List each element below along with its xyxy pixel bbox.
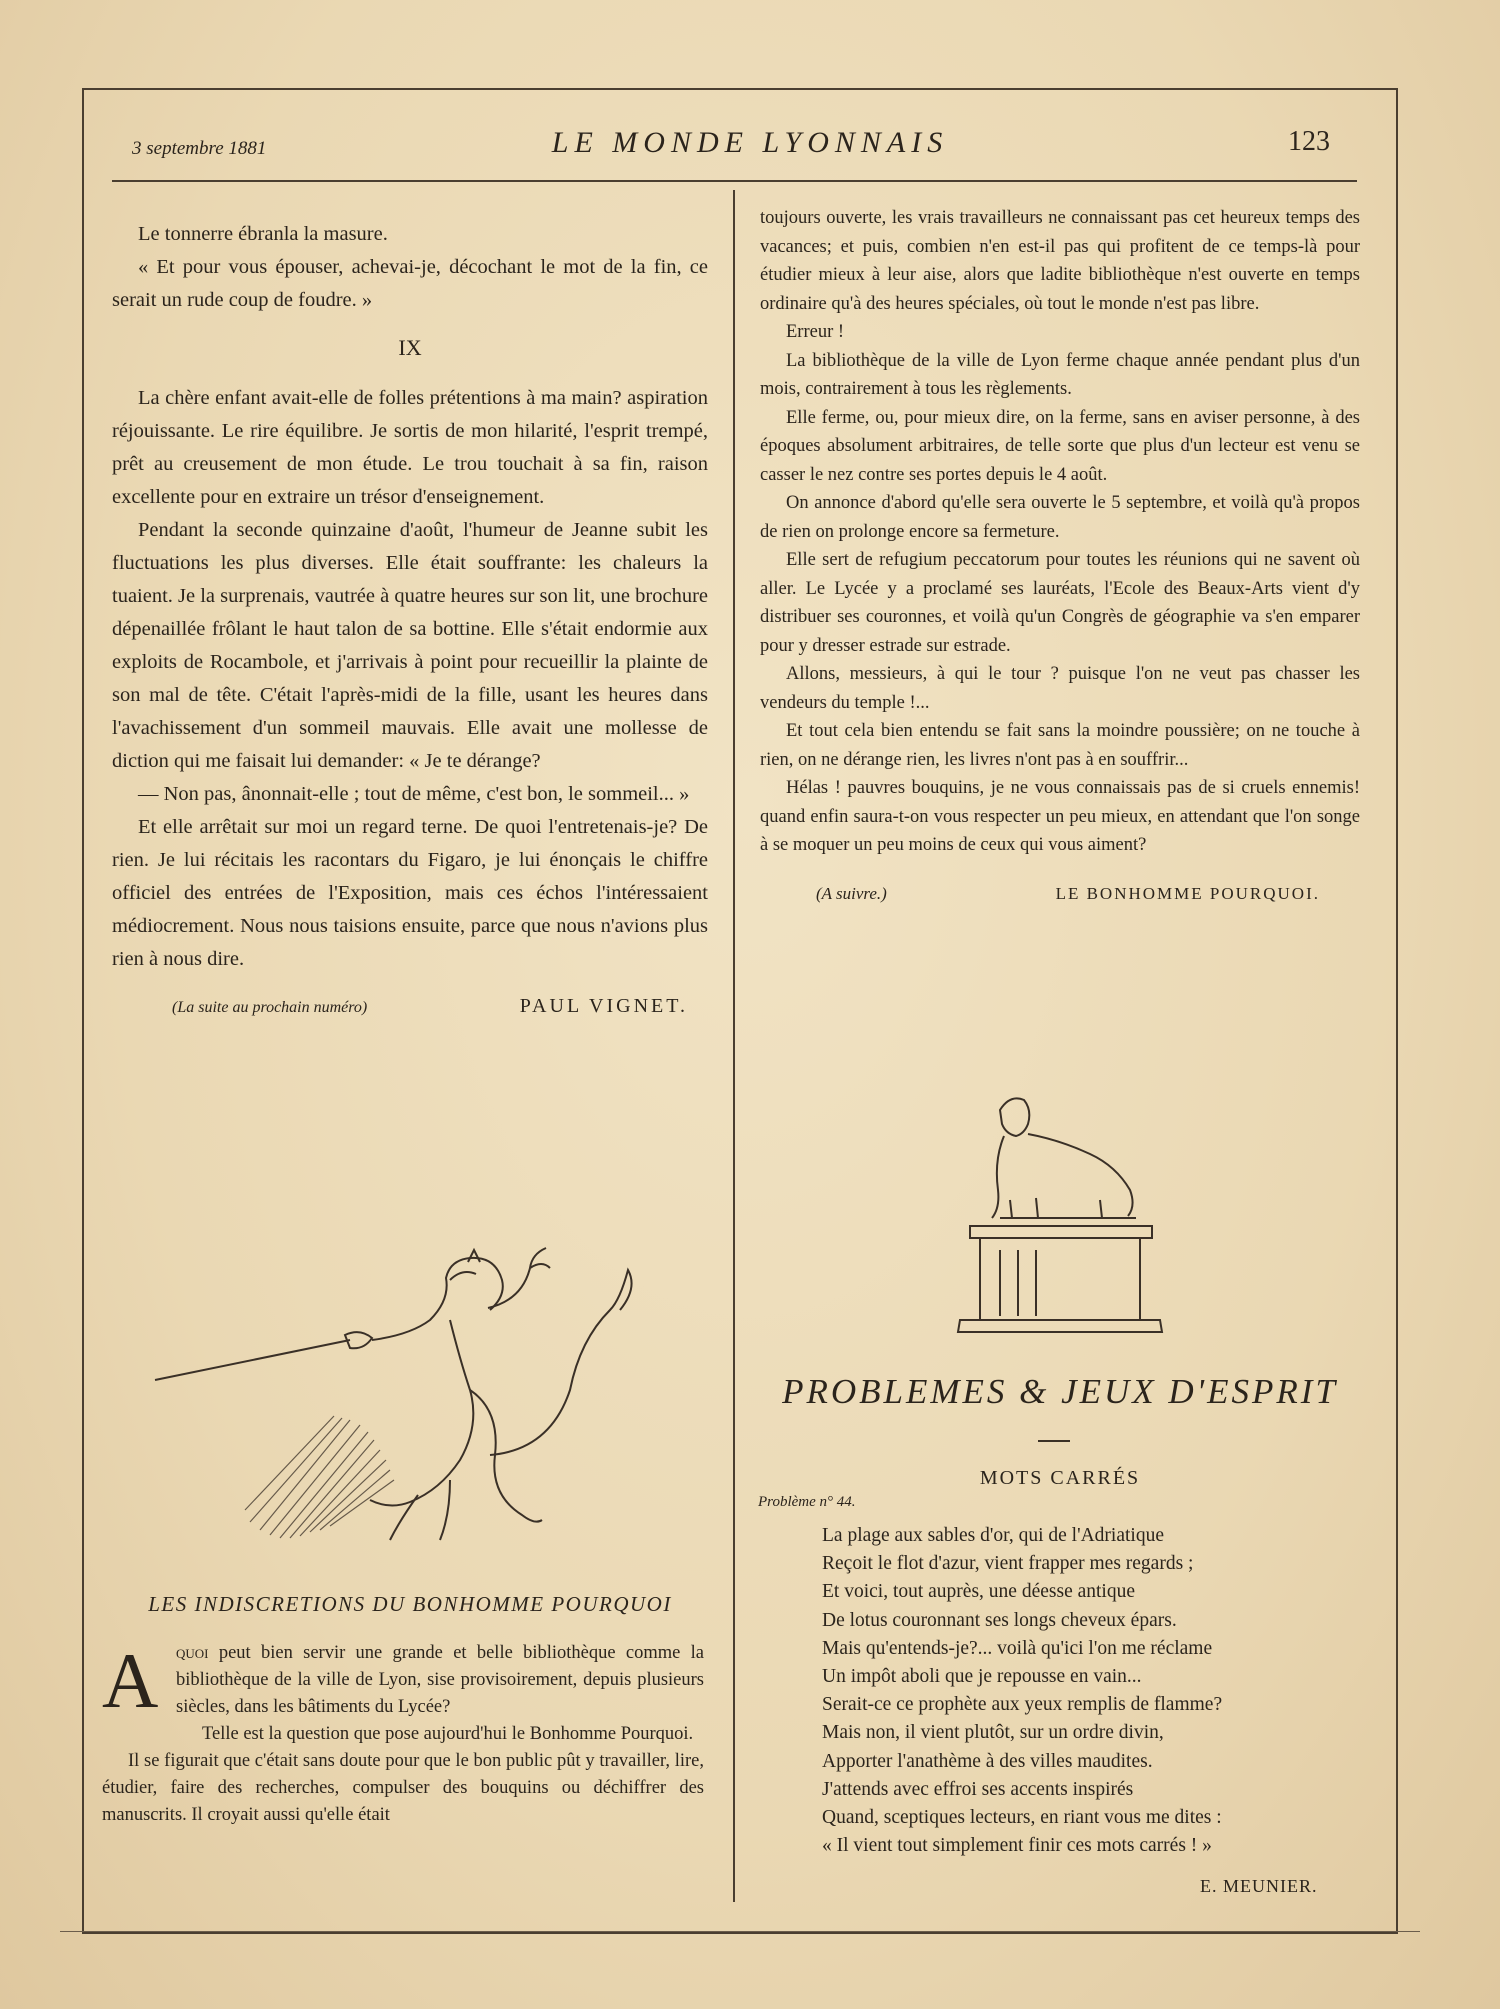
puzzle-poem [822,1522,1342,1860]
poem-line: De lotus couronnant ses longs cheveux épars. [822,1609,1177,1631]
poem-line: Mais qu'entends-je?... voilà qu'ici l'on me réclame [822,1637,1213,1659]
article-paragraph: Elle sert de refugium peccatorum pour toutes les réunions qui ne savent où aller. Le Lycée y a proclamé ses lauréats, l'Ecole des Beaux-Arts vient d'y distribuer ses couronnes, et voilà qu'un Congrès de géographie va s'en emparer pour y dresser estrade sur estrade. [760,550,1360,656]
section-number: IX [398,335,422,360]
dropcap [102,1637,166,1724]
poem-line: Et voici, tout auprès, une déesse antique [822,1581,1135,1603]
story-paragraph: La chère enfant avait-elle de folles prétentions à ma main? aspiration réjouissante. Le rire équilibre. Je sortis de mon hilarité, l'esprit trempé, prêt au creusement de mon étude. Le trou touchait à sa fin, raison excellente pour en extraire un trésor d'enseignement. [112,387,708,508]
problem-number: Problème n° 44. [758,1494,856,1510]
poem-line: « Il vient tout simplement finir ces mots carrés ! » [822,1835,1212,1857]
title-dash [1038,1440,1070,1442]
article-author: LE BONHOMME POURQUOI. [1055,883,1320,903]
right-column-article [760,204,1360,908]
poem-line: Quand, sceptiques lecteurs, en riant vous me dites : [822,1807,1222,1829]
column-rule [733,190,735,1902]
poem-line: J'attends avec effroi ses accents inspirés [822,1778,1134,1800]
story-paragraph: Et elle arrêtait sur moi un regard terne. De quoi l'entretenais-je? De rien. Je lui récitais les racontars du Figaro, je lui énonçais le chiffre officiel des entrées de l'Exposition, mais ces échos l'intéressaient médiocrement. Nous nous taisions ensuite, parce que nous n'avions plus rien à nous dire. [112,816,708,970]
poem-line: Un impôt aboli que je repousse en vain... [822,1666,1142,1688]
indiscretions-title: LES INDISCRETIONS DU BONHOMME POURQUOI [148,1592,672,1616]
poem-line: Reçoit le flot d'azur, vient frapper mes regards ; [822,1553,1194,1575]
article-paragraph: Hélas ! pauvres bouquins, je ne vous connaissais pas de si cruels ennemis! quand enfin saura-t-on vous respecter un peu mieux, en attendant que l'on songe à se moquer un peu moins de ceux qui vous aiment? [760,778,1360,855]
poem-line: Serait-ce ce prophète aux yeux remplis de flamme? [822,1694,1223,1716]
article-paragraph: Et tout cela bien entendu se fait sans la moindre poussière; on ne touche à rien, on ne dérange rien, les livres n'ont pas à en souffrir... [760,721,1360,770]
article-paragraph: toujours ouverte, les vrais travailleurs ne connaissant pas cet heureux temps des vacances; et puis, combien n'en est-il pas qui profitent de ce temps-là pour étudier mieux à leur aise, alors que ladite bibliothèque n'est ouverte en temps ordinaire qu'à des heures spéciales, où tout le monde n'est pas libre. [760,208,1360,314]
page-number: 123 [1288,126,1330,157]
problems-title: PROBLEMES & JEUX D'ESPRIT [782,1372,1338,1411]
left-column-story [112,218,708,1024]
article-paragraph: Elle ferme, ou, pour mieux dire, on la ferme, sans en aviser personne, à des époques absolument arbitraires, de telle sorte que plus d'un lecteur est venu se casser le nez contre ses portes depuis le 4 août. [760,407,1360,485]
article-text: peut bien servir une grande et belle bibliothèque comme la bibliothèque de la ville de Lyon, sise provisoirement, depuis plusieurs siècles, dans les bâtiments du Lycée? [176,1643,704,1717]
continued-note: (La suite au prochain numéro) [172,999,368,1016]
story-paragraph: « Et pour vous épouser, achevai-je, décochant le mot de la fin, ce serait un rude coup de foudre. » [112,256,708,311]
lion-fencing-illustration [150,1240,670,1560]
poem-line: Mais non, il vient plutôt, sur un ordre divin, [822,1722,1164,1744]
puzzle-subtitle: MOTS CARRÉS [979,1467,1141,1489]
lead-word: quoi [176,1643,209,1663]
dropcap-letter: A [102,1637,159,1724]
poem-line: La plage aux sables d'or, qui de l'Adriatique [822,1525,1164,1546]
indiscretions-article [102,1637,704,1829]
article-paragraph: Il se figurait que c'était sans doute pour que le bon public pût y travailler, lire, étudier, faire des recherches, compulser des bouquins ou déchiffrer des manuscrits. Il croyait aussi qu'elle était [102,1751,704,1825]
story-signature [112,990,708,1024]
masthead: LE MONDE LYONNAIS [551,126,949,159]
header-rule [112,180,1357,182]
article-paragraph: On annonce d'abord qu'elle sera ouverte le 5 septembre, et voilà qu'à propos de rien on prolonge encore sa fermeture. [760,493,1360,542]
story-paragraph: — Non pas, ânonnait-elle ; tout de même, c'est bon, le sommeil... » [138,783,690,805]
bottom-rule [60,1931,1420,1932]
poem-line: Apporter l'anathème à des villes maudites. [822,1750,1153,1772]
story-author: PAUL VIGNET. [519,995,688,1017]
article-paragraph: La bibliothèque de la ville de Lyon ferme chaque année pendant plus d'un mois, contrairement à tous les règlements. [760,350,1360,399]
sphinx-illustration [940,1090,1180,1350]
article-paragraph: Telle est la question que pose aujourd'hui le Bonhomme Pourquoi. [202,1724,694,1744]
poem-author: E. MEUNIER. [1200,1876,1318,1896]
story-paragraph: Pendant la seconde quinzaine d'août, l'humeur de Jeanne subit les fluctuations les plus diverses. Elle était souffrante: les chaleurs la tuaient. Je la surprenais, vautrée à quatre heures sur son lit, une brochure dépenaillée frôlant le haut talon de sa bottine. Elle s'était endormie aux exploits de Rocambole, et j'arrivais à point pour recueillir la plainte de son mal de tête. C'était l'après-midi de la fille, usant les heures dans l'avachissement d'un sommeil mauvais. Elle avait une mollesse de diction qui me faisait lui demander: « Je te dérange? [112,519,708,772]
article-paragraph: Allons, messieurs, à qui le tour ? puisque l'on ne veut pas chasser les vendeurs du temple !... [760,664,1360,713]
issue-date: 3 septembre 1881 [132,138,267,159]
article-signature [760,880,1360,909]
to-be-continued-note: (A suivre.) [816,883,887,903]
story-paragraph: Le tonnerre ébranla la masure. [138,223,388,245]
article-paragraph: Erreur ! [786,322,845,342]
